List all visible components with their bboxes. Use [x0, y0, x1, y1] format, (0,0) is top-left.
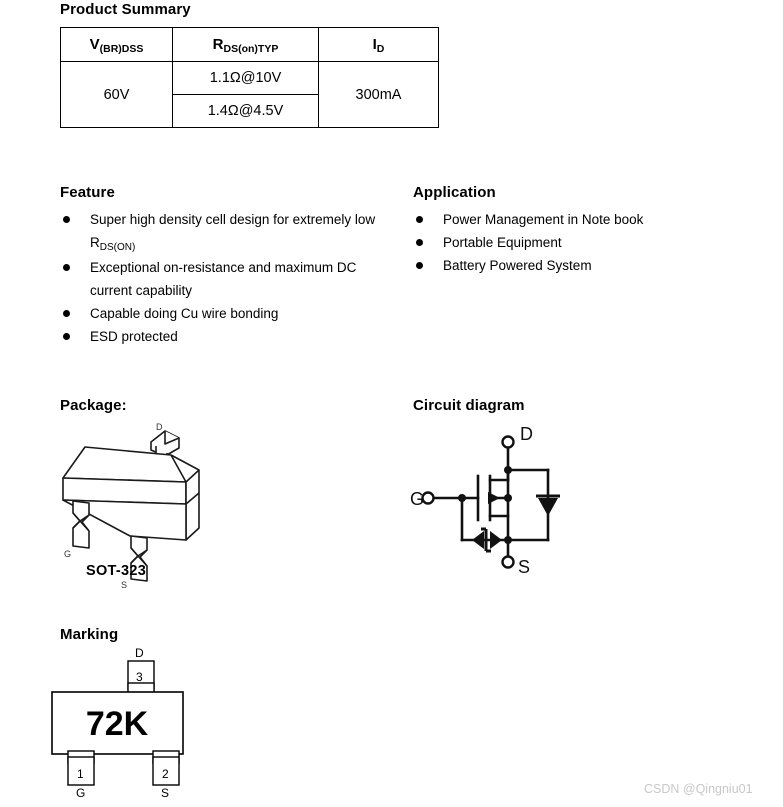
- list-item: [60, 256, 390, 302]
- header-vbrdss-base: V: [89, 36, 100, 53]
- list-item: Power Management in Note book: [413, 208, 733, 231]
- rdson-symbol-base: R: [90, 235, 100, 250]
- header-id-sub: D: [376, 43, 385, 55]
- package-title: Package:: [60, 397, 127, 414]
- header-id: [319, 28, 439, 62]
- application-list: [413, 208, 733, 277]
- cell-id-value: 300mA: [319, 62, 439, 128]
- cell-rdson-45v: 1.4Ω@4.5V: [173, 95, 319, 128]
- body-arrow: [488, 492, 500, 504]
- terminal-gate: [423, 493, 434, 504]
- package-pin-label-s: S: [121, 580, 128, 590]
- body-diode-triangle: [538, 498, 558, 516]
- application-title: Application: [413, 184, 496, 201]
- junction-dot: [504, 494, 512, 502]
- marking-pin-3-label: D: [135, 646, 144, 660]
- package-pin-label-d: D: [156, 422, 163, 432]
- product-summary-table: [60, 27, 439, 128]
- table-row: [61, 62, 439, 95]
- circuit-label-s: S: [518, 557, 531, 577]
- feature-item-text-1: Exceptional on-resistance and maximum DC current capability: [90, 260, 357, 298]
- marking-pin-1-label: G: [76, 786, 86, 800]
- marking-diagram: [40, 645, 250, 800]
- feature-item-text-3: ESD protected: [90, 329, 178, 344]
- feature-list: [60, 208, 390, 348]
- circuit-diagram-title: Circuit diagram: [413, 397, 525, 414]
- watermark-text: CSDN @Qingniu01: [644, 782, 753, 796]
- cell-rdson-10v: 1.1Ω@10V: [173, 62, 319, 95]
- header-id-base: I: [372, 36, 377, 53]
- package-pin-label-g: G: [64, 549, 72, 559]
- marking-pin-2-label: S: [161, 786, 170, 800]
- cell-vbrdss-value: 60V: [61, 62, 173, 128]
- zener-left-triangle: [472, 531, 484, 549]
- feature-item-text-2: Capable doing Cu wire bonding: [90, 306, 279, 321]
- junction-dot: [458, 494, 466, 502]
- feature-item-text-0: Super high density cell design for extremely low: [90, 212, 376, 227]
- rdson-symbol-sub: DS(ON): [99, 242, 136, 253]
- header-rdson-base: R: [212, 36, 224, 53]
- junction-dot: [504, 466, 512, 474]
- header-vbrdss: [61, 28, 173, 62]
- package-name-label: SOT-323: [86, 563, 147, 579]
- terminal-source: [503, 557, 514, 568]
- list-item: [60, 302, 390, 325]
- marking-pin-3-number: 3: [136, 670, 143, 684]
- circuit-schematic: [410, 418, 610, 578]
- marking-title: Marking: [60, 626, 119, 643]
- header-rdson-sub: DS(on)TYP: [223, 43, 279, 55]
- circuit-label-g: G: [410, 489, 425, 509]
- product-summary-title: Product Summary: [60, 1, 191, 18]
- list-item: Battery Powered System: [413, 254, 733, 277]
- terminal-drain: [503, 437, 514, 448]
- marking-pin-2-number: 2: [162, 767, 169, 781]
- feature-title: Feature: [60, 184, 115, 201]
- circuit-label-d: D: [520, 424, 533, 444]
- junction-dot: [504, 536, 512, 544]
- zener-right-triangle: [490, 531, 502, 549]
- marking-code: 72K: [85, 705, 149, 743]
- table-header-row: [61, 28, 439, 62]
- header-rdson: [173, 28, 319, 62]
- header-vbrdss-sub: (BR)DSS: [99, 43, 144, 55]
- list-item: [60, 325, 390, 348]
- marking-pin-1-number: 1: [77, 767, 84, 781]
- list-item: Portable Equipment: [413, 231, 733, 254]
- list-item: [60, 208, 390, 256]
